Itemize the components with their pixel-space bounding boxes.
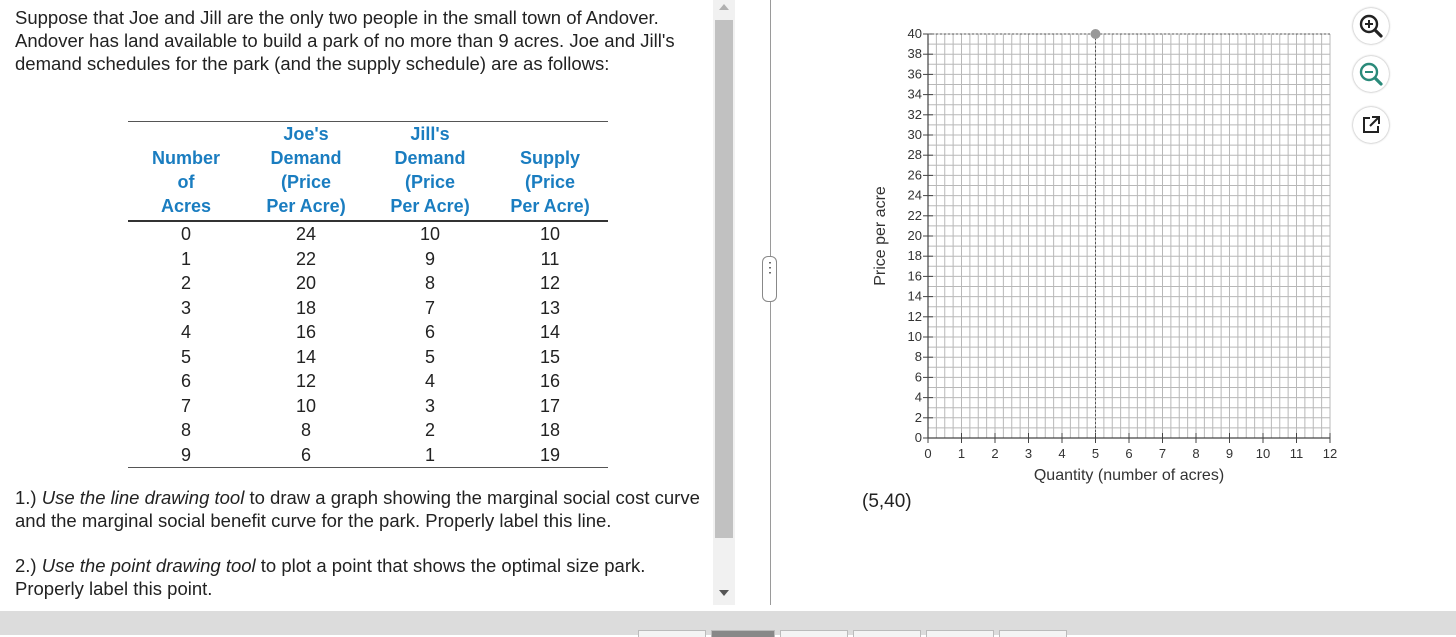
table-header-row	[128, 122, 608, 222]
header-supply: Supply (Price Per Acre)	[492, 122, 608, 222]
bottom-tab[interactable]	[711, 630, 775, 637]
y-tick-label: 4	[914, 389, 922, 405]
point-tool-reference: Use the point drawing tool	[41, 555, 256, 576]
cell-supply: 14	[539, 322, 561, 342]
popout-icon	[1353, 107, 1389, 143]
cell-joe: 16	[295, 322, 317, 342]
cell-jill: 5	[424, 346, 435, 367]
cell-joe: 8	[300, 420, 311, 440]
scroll-down-arrow-icon[interactable]	[719, 590, 729, 596]
x-tick-label: 5	[1091, 446, 1100, 461]
cell-supply: 16	[539, 371, 561, 391]
table-row	[128, 394, 608, 419]
table-row	[128, 369, 608, 394]
bottom-tab[interactable]	[780, 630, 848, 637]
x-axis-label: Quantity (number of acres)	[1033, 467, 1225, 484]
table-row	[128, 418, 608, 443]
cell-acres: 3	[180, 297, 191, 318]
y-tick-label: 26	[907, 167, 922, 183]
schedule-table	[128, 121, 608, 468]
y-tick-label: 28	[907, 147, 922, 163]
y-tick-label: 16	[907, 268, 922, 284]
x-tick-label: 10	[1255, 446, 1271, 461]
x-tick-label: 12	[1322, 446, 1338, 461]
cell-supply: 19	[492, 443, 608, 468]
y-tick-label: 12	[907, 308, 922, 324]
cell-jill: 6	[424, 322, 435, 342]
x-tick-label: 0	[924, 446, 932, 461]
y-tick-label: 38	[907, 46, 922, 62]
cell-supply: 10	[539, 224, 561, 244]
panel-divider[interactable]	[770, 0, 771, 605]
table-row	[128, 221, 608, 247]
table-row	[128, 345, 608, 370]
y-tick-label: 40	[907, 26, 922, 41]
cell-acres: 1	[180, 248, 191, 269]
bottom-tab[interactable]	[638, 630, 706, 637]
table-row	[128, 296, 608, 321]
cell-joe: 6	[244, 443, 368, 468]
cell-acres: 0	[180, 224, 191, 244]
x-tick-label: 2	[991, 446, 999, 461]
header-jill-demand: Jill's Demand (Price Per Acre)	[368, 122, 492, 222]
table-row	[128, 247, 608, 272]
cell-jill: 2	[424, 420, 435, 440]
table-row	[128, 443, 608, 468]
question-panel	[0, 0, 712, 610]
cell-joe: 10	[295, 395, 317, 416]
y-axis-label: Price per acre	[872, 186, 889, 286]
x-tick-label: 9	[1225, 446, 1234, 461]
left-panel-scrollbar[interactable]	[713, 0, 735, 605]
bottom-toolbar	[0, 611, 1456, 635]
scroll-thumb[interactable]	[715, 20, 733, 538]
zoom-out-button[interactable]	[1353, 56, 1389, 92]
divider-handle-icon[interactable]: ⋮	[762, 256, 777, 302]
cell-jill: 8	[424, 273, 435, 293]
cell-supply: 11	[540, 248, 560, 269]
cell-jill: 1	[368, 443, 492, 468]
cell-jill: 10	[419, 224, 441, 244]
popout-button[interactable]	[1353, 107, 1389, 143]
cell-supply: 17	[539, 395, 561, 416]
y-tick-label: 8	[914, 349, 922, 365]
zoom-in-button[interactable]	[1353, 8, 1389, 44]
zoom-out-icon	[1353, 56, 1389, 92]
y-tick-label: 36	[907, 66, 922, 82]
y-tick-label: 2	[914, 409, 922, 425]
header-acres: Number of Acres	[128, 122, 244, 222]
cell-supply: 15	[539, 346, 561, 367]
y-tick-label: 30	[907, 127, 922, 142]
cell-joe: 18	[295, 297, 317, 318]
y-tick-label: 24	[907, 187, 922, 203]
x-tick-label: 1	[957, 446, 966, 461]
cell-acres: 9	[128, 443, 244, 468]
y-tick-label: 0	[914, 430, 922, 445]
y-tick-label: 6	[914, 369, 922, 385]
zoom-in-icon	[1353, 8, 1389, 44]
cell-joe: 12	[295, 371, 317, 391]
cell-acres: 8	[180, 420, 191, 440]
question-2: 2.) Use the point drawing tool to plot a point that shows the optimal size park. Properly label this point.	[15, 555, 646, 599]
header-joe-demand: Joe's Demand (Price Per Acre)	[244, 122, 368, 222]
bottom-tab[interactable]	[853, 630, 921, 637]
cell-supply: 13	[539, 297, 561, 318]
question-1: 1.) Use the line drawing tool to draw a graph showing the marginal social cost curve and the marginal social benefit curve for the park. Properly label this line.	[15, 487, 700, 531]
cell-jill: 7	[424, 297, 435, 318]
cell-acres: 2	[180, 273, 191, 293]
cursor-point	[1091, 29, 1101, 39]
line-tool-reference: Use the line drawing tool	[41, 487, 245, 508]
bottom-tab[interactable]	[926, 630, 994, 637]
cell-joe: 20	[295, 273, 317, 293]
x-tick-label: 8	[1192, 446, 1200, 461]
x-tick-label: 3	[1024, 446, 1033, 461]
cell-acres: 7	[180, 395, 191, 416]
cell-joe: 22	[295, 248, 317, 269]
y-tick-label: 14	[907, 288, 922, 304]
x-tick-label: 6	[1125, 446, 1133, 461]
cell-joe: 24	[295, 224, 317, 244]
table-row	[128, 271, 608, 296]
cell-jill: 3	[424, 395, 435, 416]
cell-acres: 4	[180, 322, 191, 342]
y-tick-label: 22	[907, 207, 922, 223]
cell-jill: 9	[424, 248, 435, 269]
cell-supply: 12	[539, 273, 561, 293]
graph-canvas[interactable]	[860, 20, 1350, 490]
y-tick-label: 10	[907, 329, 922, 344]
cell-jill: 4	[424, 371, 435, 391]
x-tick-label: 7	[1158, 446, 1167, 461]
y-tick-label: 20	[907, 228, 922, 243]
cell-supply: 18	[539, 420, 561, 440]
x-tick-label: 4	[1058, 446, 1066, 461]
table-row	[128, 320, 608, 345]
x-tick-label: 11	[1289, 446, 1304, 461]
cell-acres: 6	[180, 371, 191, 391]
y-tick-label: 18	[907, 248, 922, 264]
coordinate-readout: (5,40)	[862, 491, 912, 512]
scroll-up-arrow-icon[interactable]	[719, 4, 729, 10]
y-tick-label: 34	[907, 86, 922, 102]
cell-joe: 14	[295, 346, 317, 367]
cell-acres: 5	[180, 346, 191, 367]
problem-intro: Suppose that Joe and Jill are the only two people in the small town of Andover. Andover has land available to build a park of no more than 9 acres. Joe and Jill's demand schedules for the park (and the supply schedule) are as follows:	[15, 7, 675, 74]
y-tick-label: 32	[907, 106, 922, 122]
bottom-tab[interactable]	[999, 630, 1067, 637]
